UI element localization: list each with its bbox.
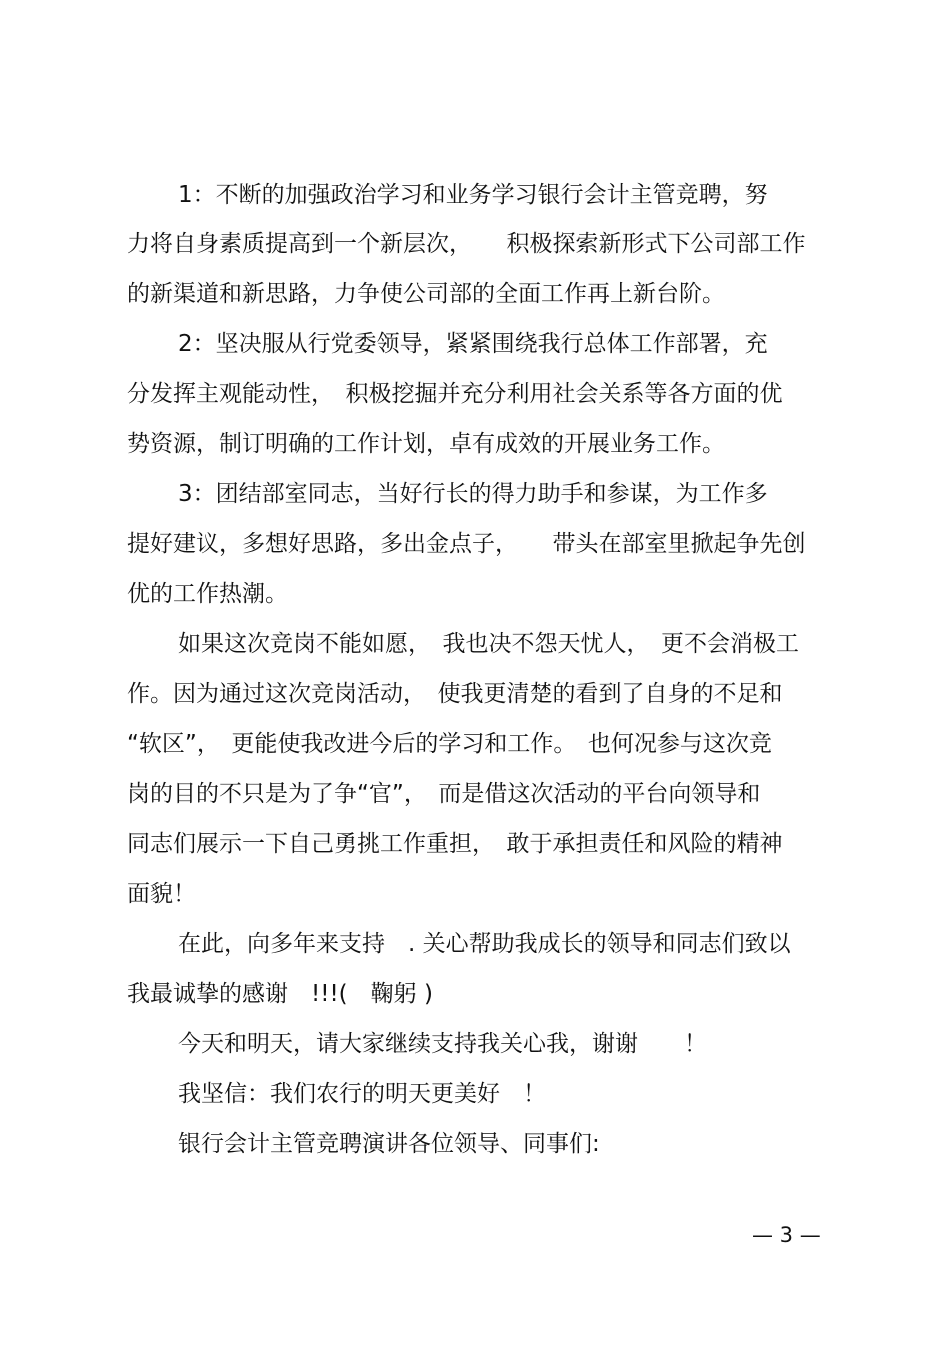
paragraph-line: 提好建议，多想好思路，多出金点子， 带头在部室里掀起争先创: [127, 531, 806, 557]
paragraph-line: 在此，向多年来支持 . 关心帮助我成长的领导和同志们致以: [178, 931, 791, 957]
paragraph-line: “软区”， 更能使我改进今后的学习和工作。 也何况参与这次竞: [127, 731, 772, 757]
paragraph-line: 面貌！: [127, 881, 196, 907]
paragraph-line: 力将自身素质提高到一个新层次， 积极探索新形式下公司部工作: [127, 231, 806, 257]
paragraph-line: 同志们展示一下自己勇挑工作重担， 敢于承担责任和风险的精神: [127, 831, 783, 857]
paragraph-line: 优的工作热潮。: [127, 581, 288, 607]
page-number: — 3 —: [752, 1223, 821, 1247]
paragraph-line: 2：坚决服从行党委领导，紧紧围绕我行总体工作部署，充: [178, 331, 768, 357]
paragraph-line: 我坚信：我们农行的明天更美好 ！: [178, 1081, 546, 1107]
paragraph-line: 作。因为通过这次竞岗活动， 使我更清楚的看到了自身的不足和: [127, 681, 783, 707]
paragraph-line: 的新渠道和新思路，力争使公司部的全面工作再上新台阶。: [127, 281, 725, 307]
paragraph-line: 今天和明天，请大家继续支持我关心我，谢谢 ！: [178, 1031, 707, 1057]
paragraph-line: 我最诚挚的感谢 !!!( 鞠躬 ): [127, 981, 433, 1007]
paragraph-line: 银行会计主管竞聘演讲各位领导、同事们:: [178, 1131, 600, 1157]
paragraph-line: 势资源，制订明确的工作计划，卓有成效的开展业务工作。: [127, 431, 725, 457]
paragraph-line: 3：团结部室同志，当好行长的得力助手和参谋，为工作多: [178, 481, 768, 507]
paragraph-line: 1：不断的加强政治学习和业务学习银行会计主管竞聘，努: [178, 182, 768, 208]
paragraph-line: 分发挥主观能动性， 积极挖掘并充分利用社会关系等各方面的优: [127, 381, 783, 407]
paragraph-line: 岗的目的不只是为了争“官”， 而是借这次活动的平台向领导和: [127, 781, 761, 807]
paragraph-line: 如果这次竞岗不能如愿， 我也决不怨天忧人， 更不会消极工: [178, 631, 799, 657]
